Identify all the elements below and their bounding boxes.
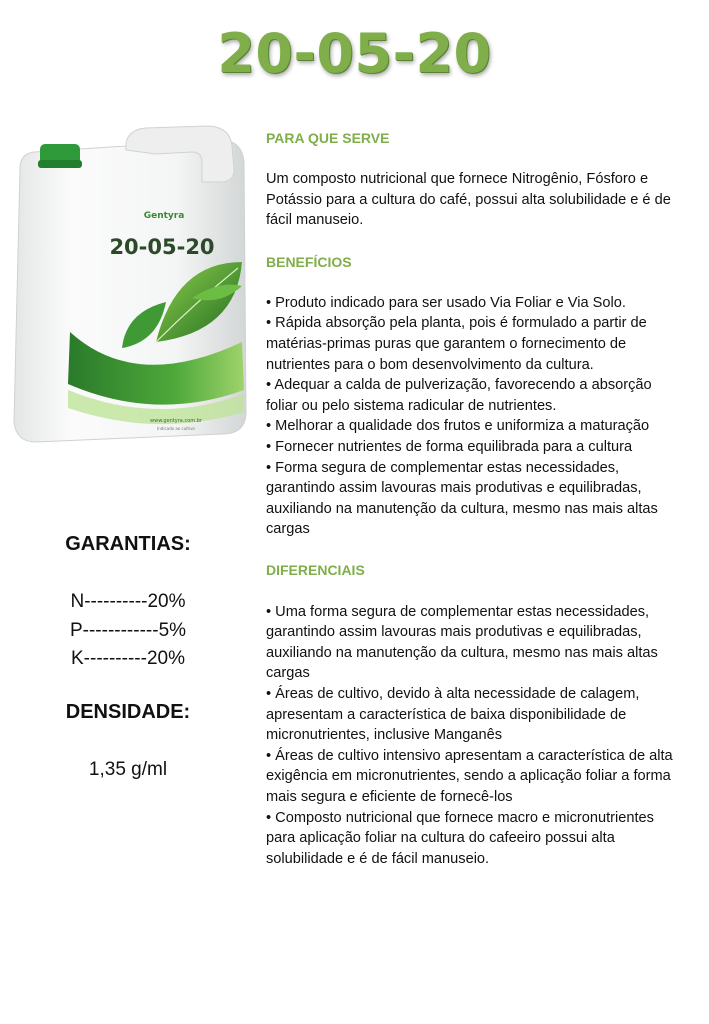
label-url: www.gentyra.com.br <box>150 418 202 424</box>
garantia-p: P------------5% <box>69 619 187 641</box>
beneficios-item: • Melhorar a qualidade dos frutos e uniformiza a maturação <box>266 418 650 435</box>
section-title-diferenciais: DIFERENCIAIS <box>266 562 365 579</box>
section-title-para-que-serve: PARA QUE SERVE <box>266 130 390 146</box>
garantia-n: N----------20% <box>70 591 186 612</box>
garantias-title: GARANTIAS: <box>65 533 191 555</box>
beneficios-item: • Rápida absorção pela planta, pois é formulado a partir de matérias-primas puras que garantem o fornecimento de nutrientes para o bom desenvolvimento da cultura. <box>266 315 647 373</box>
densidade-title: DENSIDADE: <box>65 700 191 723</box>
page-title: 20-05-20 <box>217 22 492 85</box>
diferenciais-item: • Composto nutricional que fornece macro e micronutrientes para aplicação foliar na cultura do cafeeiro possui alta solubilidade e é de fácil manuseio. <box>266 809 654 867</box>
diferenciais-item: • Uma forma segura de complementar estas necessidades, garantindo assim lavouras mais produtivas e equilibradas, auxiliando na manutenção da cultura, mesmo nas mais altas cargas <box>266 603 658 682</box>
beneficios-item: • Fornecer nutrientes de forma equilibrada para a cultura <box>266 438 633 455</box>
garantias-panel <box>0 530 256 784</box>
garantia-k: K----------20% <box>71 648 185 669</box>
product-jerrycan-image <box>6 122 252 452</box>
section-title-beneficios: BENEFÍCIOS <box>266 253 352 270</box>
label-small-text: Indicado ao cultivo <box>157 426 195 431</box>
beneficios-item: • Forma segura de complementar estas necessidades, garantindo assim lavouras mais produtivas e equilibradas, auxiliando na manutenção da cultura, mesmo nas mais altas cargas <box>266 459 658 538</box>
label-brand: Gentyra <box>143 211 185 221</box>
para-que-serve-text: Um composto nutricional que fornece Nitrogênio, Fósforo e Potássio para a cultura do café, possui alta solubilidade e é de fácil manuseio. <box>266 171 671 229</box>
densidade-value: 1,35 g/ml <box>88 758 168 780</box>
diferenciais-item: • Áreas de cultivo, devido à alta necessidade de calagem, apresentam a característica de baixa disponibilidade de micronutrientes, inclusive Manganês <box>266 686 640 744</box>
label-number: 20-05-20 <box>109 235 215 259</box>
diferenciais-item: • Áreas de cultivo intensivo apresentam a característica de alta exigência em micronutrientes, sendo a aplicação foliar a forma mais segura e eficiente de fornecê-los <box>266 747 673 805</box>
beneficios-item: • Adequar a calda de pulverização, favorecendo a absorção foliar ou pelo sistema radicular de nutrientes. <box>266 377 652 414</box>
beneficios-item: • Produto indicado para ser usado Via Foliar e Via Solo. <box>266 294 626 311</box>
product-description <box>266 128 686 869</box>
